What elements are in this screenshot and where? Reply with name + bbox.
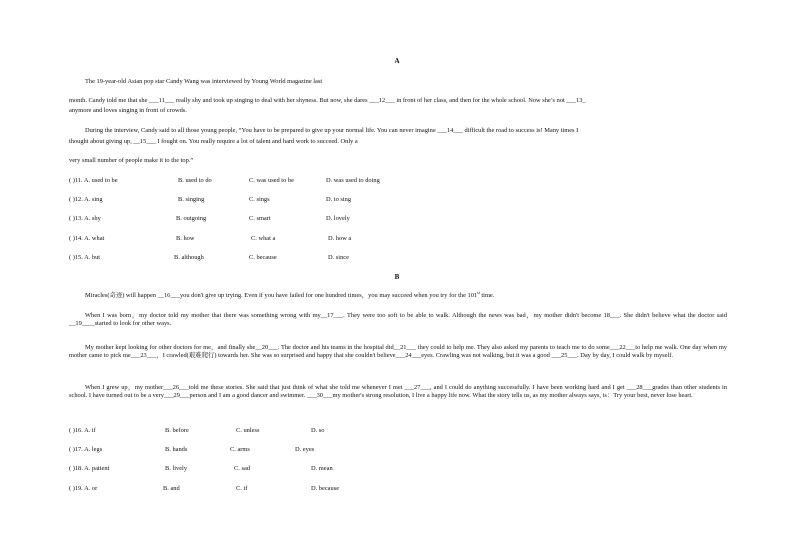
- option-d: D. since: [328, 254, 349, 261]
- option-b: B. and: [163, 485, 180, 492]
- question-number-option-a: ( )19. A. or: [69, 485, 98, 492]
- option-c: C. unless: [236, 427, 260, 434]
- option-b: B. outgoing: [176, 215, 207, 222]
- section-b-heading: B: [394, 273, 400, 281]
- option-d: D. so: [311, 427, 325, 434]
- section-a-paragraph-1: [69, 78, 322, 86]
- question-number-option-a: ( )11. A. used to be: [69, 177, 118, 184]
- option-c: C. arms: [230, 446, 250, 453]
- section-b-paragraph-3: [69, 344, 727, 360]
- option-b: B. before: [165, 427, 189, 434]
- option-b: B. used to do: [178, 177, 212, 184]
- question-number-option-a: ( )17. A. legs: [69, 446, 103, 453]
- option-d: D. mean: [311, 465, 333, 472]
- option-c: C. smart: [249, 215, 271, 222]
- option-c: C. sings: [249, 196, 270, 203]
- option-c: C. because: [249, 254, 277, 261]
- question-number-option-a: ( )13. A. shy: [69, 215, 101, 222]
- section-a-paragraph-3-line-2: thought about giving up, __15___ I fought on. You really require a lot of talent and hard work to succeed. Only a: [69, 138, 358, 145]
- option-b: B. hands: [165, 446, 188, 453]
- option-b: B. how: [176, 235, 195, 242]
- section-b-paragraph-2-text: When I was born，my doctor told my mother that there was something wrong with my__17___. They were too soft to be able to walk. Although the news was bad，my mother didn't become 18___. She didn't believe what the doctor said __19____started to look for other ways.: [69, 312, 727, 327]
- option-d: D. lovely: [326, 215, 350, 222]
- section-a-paragraph-2-line-1: month. Candy told me that she ___11___ really shy and took up singing to deal with her shyness. But now, she dares ___12___ in front of her class, and then for the whole school. Now she’s not ___13_: [69, 97, 586, 104]
- question-number-option-a: ( )15. A. but: [69, 254, 101, 261]
- section-a-heading: A: [394, 57, 400, 65]
- option-d: D. was used to doing: [326, 177, 380, 184]
- section-a-paragraph-4: very small number of people make it to the top.”: [69, 157, 194, 164]
- option-b: B. lively: [165, 465, 188, 472]
- option-c: C. what a: [251, 235, 276, 242]
- section-b-paragraph-2: [69, 312, 727, 328]
- question-number-option-a: ( )12. A. sing: [69, 196, 103, 203]
- option-d: D. eyes: [295, 446, 315, 453]
- ordinal-suffix: st: [477, 289, 480, 295]
- section-b-paragraph-4: [69, 384, 727, 400]
- option-c: C. was used to be: [249, 177, 294, 184]
- option-c: C. if: [236, 485, 248, 492]
- section-b-paragraph-1: [69, 289, 495, 300]
- section-a-paragraph-2-line-2: anymore and loves singing in front of crowds.: [69, 107, 187, 114]
- question-number-option-a: ( )14. A. what: [69, 235, 105, 242]
- section-b-paragraph-1-end: time.: [479, 292, 495, 299]
- section-a-paragraph-1-text: The 19-year-old Asian pop star Candy Wang was interviewed by Young World magazine last: [85, 78, 323, 85]
- option-d: D. to sing: [326, 196, 352, 203]
- option-d: D. how a: [328, 235, 352, 242]
- section-b-paragraph-1-text: Miracles(奇迹) will happen __16___you don't give up trying. Even if you have failed for one hundred times，you may succeed when you try for the 101: [85, 292, 478, 299]
- question-number-option-a: ( )16. A. if: [69, 427, 96, 434]
- section-b-paragraph-3-text: My mother kept looking for other doctors for me，and finally she__20___. The doctor and his teams in the hospital did__21___ they could to help me. They also asked my parents to teach me to do some___22___to help me walk. One day when my mother came to pick me___23___，I crawled(艰难爬行) towards her. She was so surprised and happy that she couldn't believe___24___eyes. Crawling was not walking, but it was a good ___25___. Day by day, I could walk by myself.: [69, 344, 727, 359]
- section-a-paragraph-3-text: During the interview, Candy said to all those young people, “You have to be prepared to give up your normal life. You can never imagine ___14___ difficult the road to success is! Many times I: [85, 127, 579, 134]
- option-d: D. because: [311, 485, 340, 492]
- option-c: C. sad: [234, 465, 250, 472]
- question-number-option-a: ( )18. A. patient: [69, 465, 110, 472]
- option-b: B. singing: [178, 196, 205, 203]
- section-a-paragraph-3-line-1: [69, 127, 578, 135]
- option-b: B. although: [174, 254, 204, 261]
- section-b-paragraph-4-text: When I grew up，my mother___26___told me these stories. She said that just think of what she told me whenever I met ___27___, and I could do anything successfully. I have been working hard and I get ___28___grades than other students in school. I have turned out to be a very___29___person and I am a good dancer and swimmer. ___30___my mother's strong resolution, I live a happy life now. What the story tells us, as my mother always says, is：Try your best, never lose heart.: [69, 384, 727, 399]
